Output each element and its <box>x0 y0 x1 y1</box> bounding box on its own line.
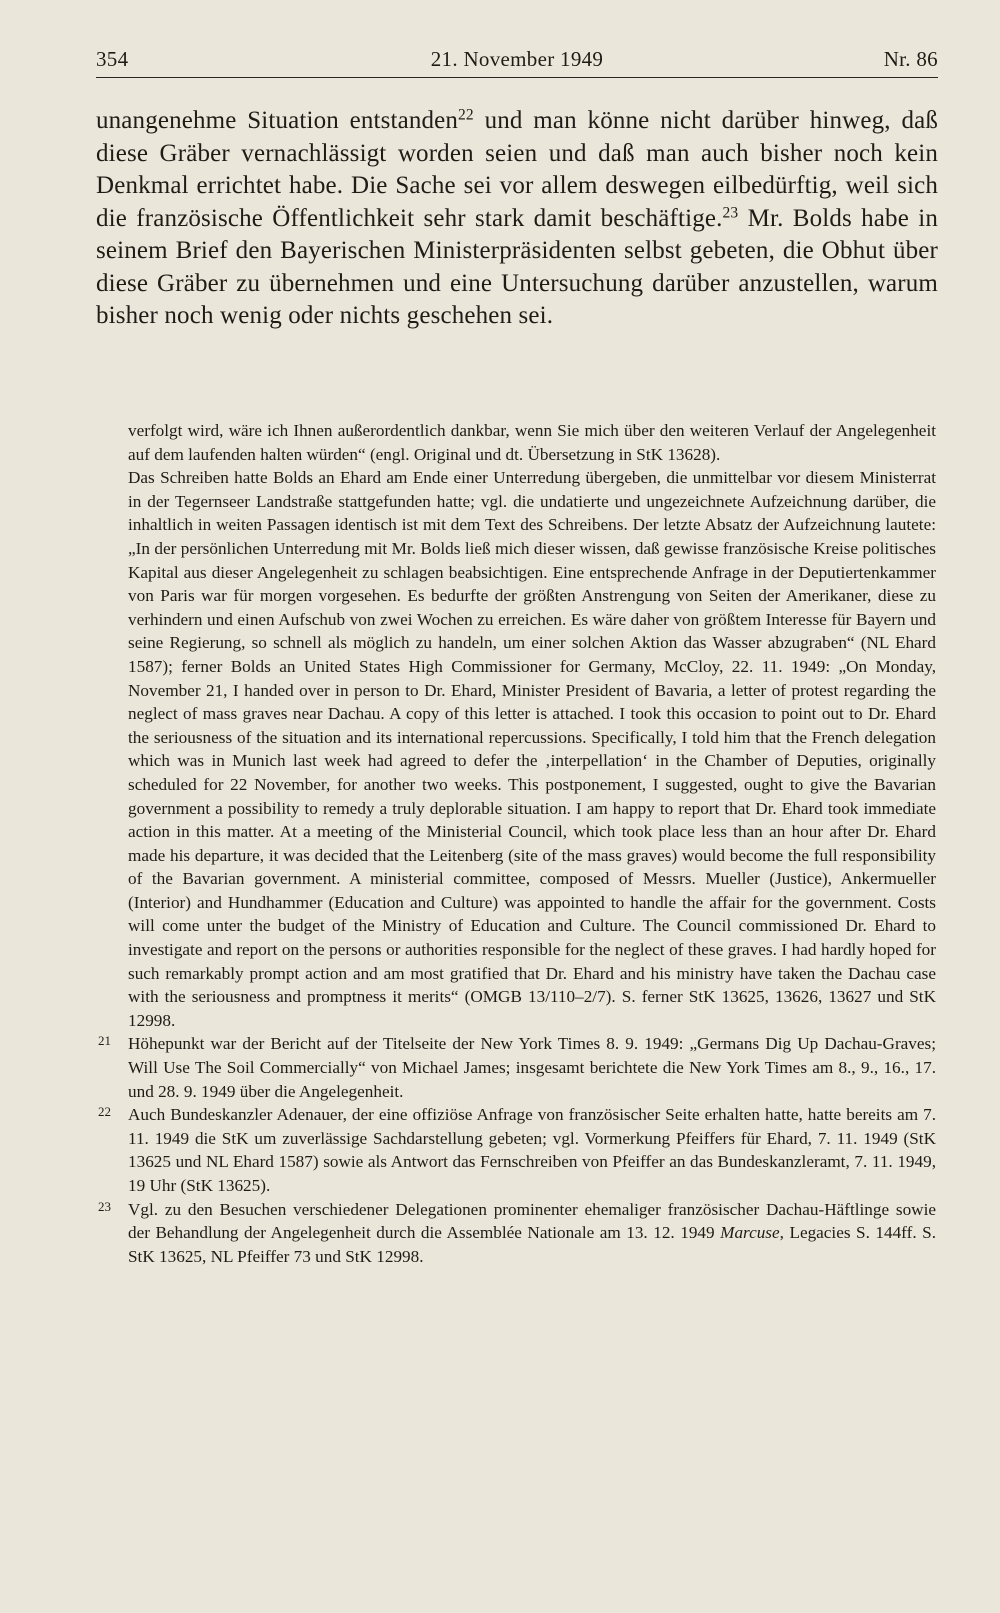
footnote-21 <box>98 1032 936 1103</box>
document-number: Nr. 86 <box>883 47 938 71</box>
footnote-text-after: , Legacies S. 144ff. S. StK 13625, NL Pfeiffer 73 und StK 12998. <box>128 1223 936 1266</box>
footnote-ref-22: 22 <box>458 106 474 124</box>
main-paragraph <box>96 105 938 333</box>
main-text-part-2: und man könne nicht darüber hinweg, daß diese Gräber vernachlässigt worden seien und daß man auch bisher noch kein Denkmal errichtet habe. Die Sache sei vor allem deswegen eilbedürftig, weil sich die französische Öffentlichkeit sehr stark damit beschäftige. <box>96 107 938 232</box>
footnote-text: Auch Bundeskanzler Adenauer, der eine offiziöse Anfrage von französischer Seite erhalten hatte, hatte bereits am 7. 11. 1949 die StK um zuverlässige Sachdarstellung gebeten; vgl. Vormerkung Pfeiffers für Ehard, 7. 11. 1949 (StK 13625 und NL Ehard 1587) sowie als Antwort das Fernschreiben von Pfeiffer an das Bundeskanzleramt, 7. 11. 1949, 19 Uhr (StK 13625). <box>128 1105 936 1195</box>
footnote-continuation-2: Das Schreiben hatte Bolds an Ehard am Ende einer Unterredung übergeben, die unmittelbar vor diesem Ministerrat in der Tegernseer Landstraße stattgefunden hatte; vgl. die undatierte und ungezeichnete Aufzeichnung darüber, die inhaltlich in weiten Passagen identisch ist mit dem Text des Schreibens. Der letzte Absatz der Aufzeichnung lautete: „In der persönlichen Unterredung mit Mr. Bolds ließ mich dieser wissen, daß gewisse französische Kreise politisches Kapital aus dieser Angelegenheit zu schlagen beabsichtigen. Eine entsprechende Anfrage in der Deputiertenkammer von Paris war für morgen vorgesehen. Es bedurfte der größten Anstrengung von Seiten der Amerikaner, diese zu verhindern und einen Aufschub von zwei Wochen zu erreichen. Es wäre daher von größtem Interesse für Bayern und seine Regierung, so schnell als möglich zu handeln, um einer solchen Aktion das Wasser abzugraben“ (NL Ehard 1587); ferner Bolds an United States High Commissioner for Germany, McCloy, 22. 11. 1949: „On Monday, November 21, I handed over in person to Dr. Ehard, Minister President of Bavaria, a letter of protest regarding the neglect of mass graves near Dachau. A copy of this letter is attached. I took this occasion to point out to Dr. Ehard the seriousness of the situation and its international repercussions. Specifically, I told him that the French delegation which was in Munich last week had agreed to defer the ‚interpellation‘ in the Chamber of Deputies, originally scheduled for 22 November, for another two weeks. This postponement, I suggested, ought to give the Bavarian government a possibility to remedy a truly deplorable situation. I am happy to report that Dr. Ehard took immediate action in this matter. At a meeting of the Ministerial Council, which took place less than an hour after Dr. Ehard made his departure, it was decided that the Leitenberg (site of the mass graves) would become the full responsibility of the Bavarian government. A ministerial committee, composed of Messrs. Mueller (Justice), Ankermueller (Interior) and Hundhammer (Education and Culture) was appointed to handle the affair for the government. Costs will come unter the budget of the Ministry of Education and Culture. The Council commissioned Dr. Ehard to investigate and report on the persons or authorities responsible for the neglect of these graves. I had hardly hoped for such remarkably prompt action and am most gratified that Dr. Ehard and his ministry have taken the Dachau case with the seriousness and promptness it merits“ (OMGB 13/110–2/7). S. ferner StK 13625, 13626, 13627 und StK 12998. <box>128 468 936 1030</box>
main-text-part-1: unangenehme Situation entstanden <box>96 107 459 134</box>
cited-author: Marcuse <box>720 1223 780 1243</box>
page-number: 354 <box>96 47 129 71</box>
footnote-number: 23 <box>98 1198 111 1214</box>
footnote-ref-23: 23 <box>722 203 739 221</box>
footnote-text: Höhepunkt war der Bericht auf der Titelseite der New York Times 8. 9. 1949: „Germans Dig Up Dachau-Graves; Will Use The Soil Commercially“ von Michael James; insgesamt berichtete die New York Times am 8., 9., 16., 17. und 28. 9. 1949 über die Angelegenheit. <box>128 1034 936 1101</box>
header-rule <box>96 77 938 78</box>
footnote-continuation-1: verfolgt wird, wäre ich Ihnen außerordentlich dankbar, wenn Sie mich über den weiteren Verlauf der Angelegenheit auf dem laufenden halten würden“ (engl. Original und dt. Übersetzung in StK 13628). <box>128 421 936 464</box>
footnote-text <box>128 1198 936 1269</box>
footnote-number: 22 <box>98 1104 111 1120</box>
header-date: 21. November 1949 <box>430 47 604 71</box>
footnote-22 <box>98 1103 936 1197</box>
footnote-text-before: Vgl. zu den Besuchen verschiedener Delegationen prominenter ehemaliger französischer Dachau-Häftlinge sowie der Behandlung der Angelegenheit durch die Assemblée Nationale am 13. 12. 1949 <box>128 1199 936 1243</box>
main-text <box>96 105 938 333</box>
main-text-part-3: Mr. Bolds habe in seinem Brief den Bayerischen Ministerpräsidenten selbst gebeten, die Obhut über diese Gräber zu übernehmen und eine Untersuchung darüber anzustellen, warum bisher noch wenig oder nichts geschehen sei. <box>96 204 938 329</box>
footnote-number: 21 <box>98 1033 111 1049</box>
footnote-23 <box>98 1198 936 1269</box>
footnotes <box>98 419 936 1268</box>
